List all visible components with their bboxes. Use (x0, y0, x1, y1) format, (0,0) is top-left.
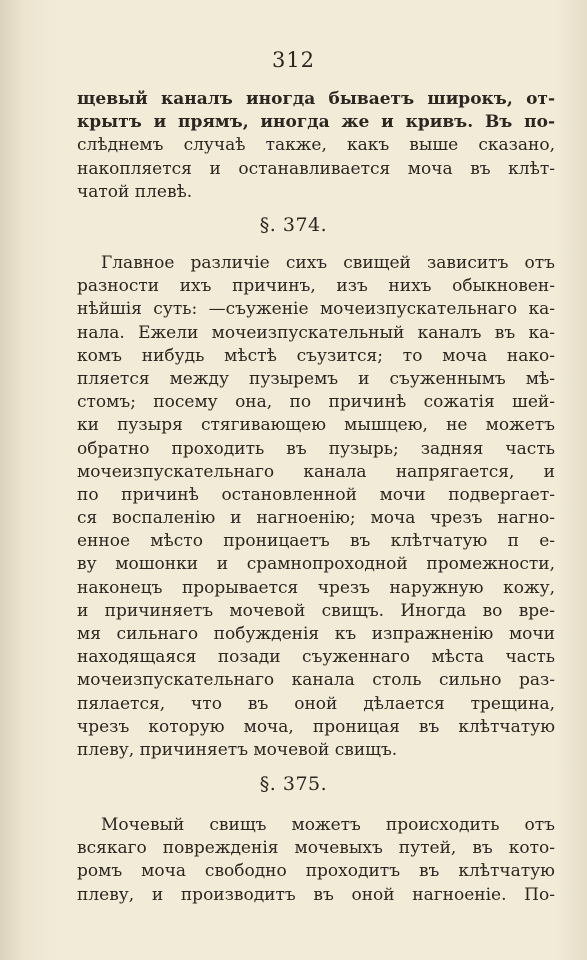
text-line: крытъ и прямъ, иногда же и кривъ. Въ по- (77, 112, 555, 133)
text-line: ся воспаленію и нагноенію; моча чрезъ нагно- (77, 508, 555, 529)
text-line: Мочевый свищъ можетъ происходить отъ (101, 815, 555, 835)
text-line: накопляется и останавливается моча въ клѣт- (77, 158, 555, 179)
text-line: мочеизпускательнаго канала напрягается, и (77, 461, 555, 482)
text-line: всякаго поврежденія мочевыхъ путей, въ кото- (77, 838, 555, 859)
text-line: и причиняетъ мочевой свищъ. Иногда во вре- (77, 600, 555, 621)
text-line: обратно проходить въ пузырь; задняя часть (77, 438, 555, 459)
text-line: стомъ; посему она, по причинѣ сожатія шей- (77, 392, 555, 413)
text-line: Главное различіе сихъ свищей зависитъ отъ (101, 253, 555, 273)
text-line: пляется между пузыремъ и съуженнымъ мѣ- (77, 368, 555, 389)
text-line: чатой плевѣ. (77, 181, 193, 202)
section-heading-375: §. 375. (259, 773, 328, 795)
text-line: мочеизпускательнаго канала столь сильно раз- (77, 670, 555, 691)
text-line: мя сильнаго побужденія къ изпражненію мочи (77, 624, 555, 644)
text-line: разности ихъ причинъ, изъ нихъ обыкновен- (77, 276, 555, 297)
text-line: ки пузыря стягивающею мышцею, не можетъ (77, 415, 555, 436)
text-line: пялается, что въ оной дѣлается трещина, (77, 693, 555, 714)
text-line: ромъ моча свободно проходитъ въ клѣтчатую (77, 861, 555, 882)
page-number: 312 (271, 48, 316, 72)
text-line: плеву, причиняетъ мочевой свищъ. (77, 739, 398, 760)
text-line: находящаяся позади съуженнаго мѣста часть (77, 647, 555, 668)
text-line: плеву, и производитъ въ оной нагноеніе. По- (77, 884, 555, 905)
text-line: щевый каналъ иногда бываетъ широкъ, от- (77, 89, 555, 109)
text-line: комъ нибудь мѣстѣ съузится; то моча нако- (77, 345, 555, 366)
text-line: нала. Ежели мочеизпускательный каналъ въ ка- (77, 322, 555, 343)
paragraph-374 (77, 252, 555, 762)
text-line: наконецъ прорывается чрезъ наружную кожу, (77, 577, 555, 598)
section-heading-374: §. 374. (259, 214, 328, 236)
text-line: ву мошонки и срамнопроходной промежности, (77, 554, 555, 575)
text-line: енное мѣсто проницаетъ въ клѣтчатую п е- (77, 531, 555, 552)
paragraph-continuation (77, 88, 555, 204)
paragraph-375 (77, 814, 555, 907)
text-line: слѣднемъ случаѣ также, какъ выше сказано, (77, 135, 555, 156)
text-line: чрезъ которую моча, проницая въ клѣтчатую (77, 716, 555, 737)
text-line: по причинѣ остановленной мочи подвергает- (77, 484, 555, 505)
text-line: нѣйшія суть: —съуженіе мочеизпускательнаго ка- (77, 299, 555, 320)
